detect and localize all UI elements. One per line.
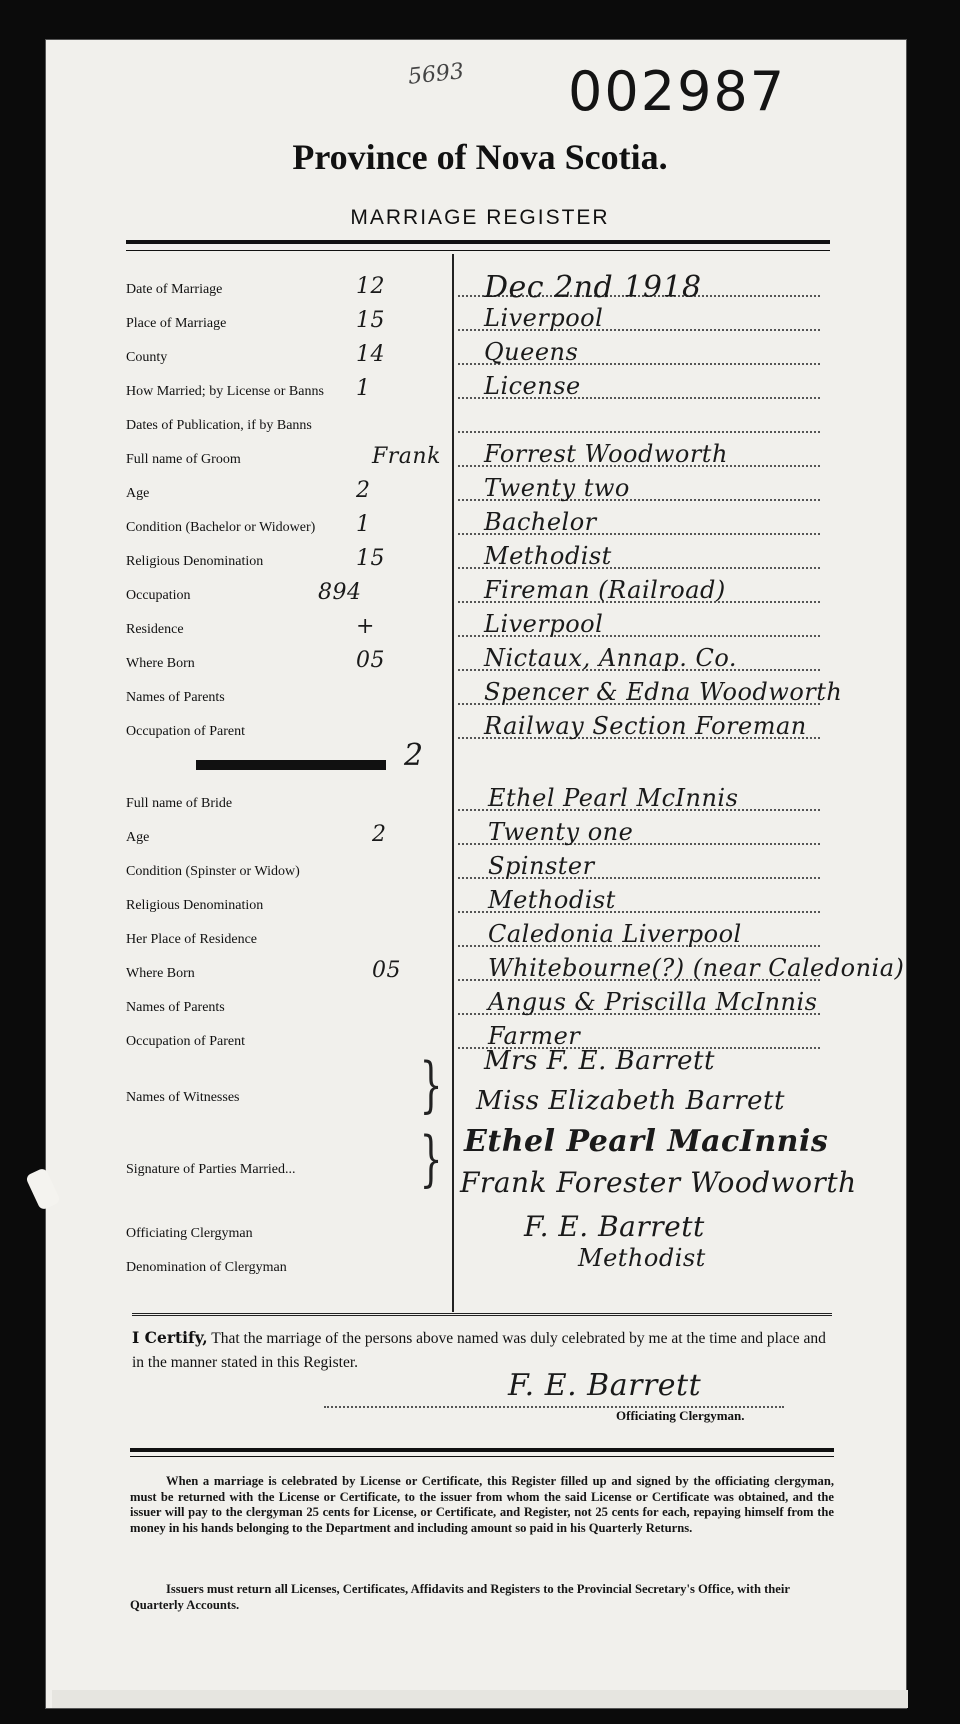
groom-label: Date of Marriage (126, 282, 223, 297)
bride-label: Religious Denomination (126, 898, 264, 913)
certify-statement (132, 1326, 832, 1375)
header-rule-thick (126, 240, 830, 244)
bride-value: Caledonia Liverpool (488, 920, 742, 948)
clergy-denomination: Methodist (578, 1244, 706, 1272)
groom-code: 12 (356, 274, 385, 299)
notice-rule-thin (130, 1456, 834, 1457)
groom-label: Full name of Groom (126, 452, 241, 467)
fill-line (458, 430, 820, 433)
groom-label: Residence (126, 622, 184, 637)
groom-label: Place of Marriage (126, 316, 227, 331)
groom-code: 1 (356, 376, 371, 401)
issuers-instructions: Issuers must return all Licenses, Certificates, Affidavits and Registers to the Provincial Secretary's Office, with their Quarterly Accounts. (130, 1582, 790, 1612)
bride-value: Angus & Priscilla McInnis (488, 988, 818, 1016)
certify-lead: I Certify, (132, 1328, 208, 1347)
bride-label: Condition (Spinster or Widow) (126, 864, 300, 879)
bride-section-bar (196, 760, 386, 770)
signatures-brace: } (419, 1124, 443, 1194)
groom-label: Condition (Bachelor or Widower) (126, 520, 316, 535)
groom-code: Frank (372, 444, 441, 469)
witnesses-label: Names of Witnesses (126, 1090, 240, 1105)
return-instructions: When a marriage is celebrated by License or Certificate, this Register filled up and signed by the officiating clergyman, must be returned with the License or Certificate, to the issuer from whom the said License or Certificate was obtained, and the issuer will pay to the clergyman 25 cents for License, or Certificate, and Register, not 25 cents for each, repaying himself from the money in his hands belonging to the Department and including amount so paid in his Quarterly Returns. (130, 1474, 834, 1535)
groom-label: Age (126, 486, 150, 501)
signatures-label: Signature of Parties Married... (126, 1162, 296, 1177)
bride-code: 2 (372, 822, 387, 847)
groom-value: Methodist (484, 542, 612, 570)
groom-code: 1 (356, 512, 371, 537)
signature-bride: Ethel Pearl MacInnis (464, 1124, 829, 1159)
groom-value: License (484, 372, 581, 400)
groom-label: How Married; by License or Banns (126, 384, 324, 399)
clergy-name: F. E. Barrett (524, 1210, 705, 1243)
groom-value: Twenty two (484, 474, 630, 502)
bride-code: 05 (372, 958, 401, 983)
registration-number: 002987 (568, 60, 787, 123)
groom-label: Dates of Publication, if by Banns (126, 418, 312, 433)
groom-code: 2 (356, 478, 371, 503)
groom-label: Religious Denomination (126, 554, 264, 569)
groom-code: 894 (318, 580, 362, 605)
witness-1: Mrs F. E. Barrett (484, 1046, 715, 1076)
groom-value: Railway Section Foreman (484, 712, 807, 740)
bride-label: Names of Parents (126, 1000, 225, 1015)
bride-value: Whitebourne(?) (near Caledonia) (488, 954, 905, 982)
bride-label: Full name of Bride (126, 796, 233, 811)
bride-value: Ethel Pearl McInnis (488, 784, 739, 812)
groom-code: 05 (356, 648, 385, 673)
certify-rule-top (132, 1313, 832, 1316)
header-rule-thin (126, 250, 830, 251)
groom-value: Spencer & Edna Woodworth (484, 678, 843, 706)
page-subtitle: MARRIAGE REGISTER (350, 206, 610, 229)
page-title: Province of Nova Scotia. (292, 137, 668, 177)
groom-value: Nictaux, Annap. Co. (484, 644, 738, 672)
groom-value: Queens (484, 338, 579, 366)
groom-value: Liverpool (484, 304, 604, 332)
bride-value: Twenty one (488, 818, 634, 846)
clergy-label: Officiating Clergyman (126, 1226, 253, 1241)
notice-rule-thick (130, 1448, 834, 1452)
certify-text: That the marriage of the persons above named was duly celebrated by me at the time and place and in the manner stated in this Register. (132, 1330, 826, 1371)
column-divider (452, 254, 454, 1312)
page-edge (52, 1690, 908, 1708)
groom-label: County (126, 350, 168, 365)
groom-value: Bachelor (484, 508, 597, 536)
bride-value: Farmer (488, 1022, 581, 1050)
witnesses-brace: } (419, 1050, 443, 1120)
bride-value: Methodist (488, 886, 616, 914)
clergy-denomination-label: Denomination of Clergyman (126, 1260, 287, 1275)
certify-caption: Officiating Clergyman. (616, 1408, 745, 1423)
groom-code: 15 (356, 546, 385, 571)
groom-value: Forrest Woodworth (484, 440, 728, 468)
bride-label: Age (126, 830, 150, 845)
bride-label: Where Born (126, 966, 195, 981)
groom-value: Liverpool (484, 610, 604, 638)
clergy-signature: F. E. Barrett (508, 1368, 702, 1403)
witness-2: Miss Elizabeth Barrett (476, 1086, 785, 1116)
groom-value: Fireman (Railroad) (484, 576, 726, 604)
groom-label: Occupation of Parent (126, 724, 245, 739)
file-number-small: 5693 (406, 59, 466, 90)
groom-label: Occupation (126, 588, 191, 603)
groom-code: + (356, 614, 375, 639)
groom-code: 15 (356, 308, 385, 333)
groom-label: Where Born (126, 656, 195, 671)
bride-label: Her Place of Residence (126, 932, 257, 947)
groom-code: 14 (356, 342, 385, 367)
bride-label: Occupation of Parent (126, 1034, 245, 1049)
bride-section-code: 2 (404, 738, 424, 773)
groom-value: Dec 2nd 1918 (484, 270, 702, 305)
groom-label: Names of Parents (126, 690, 225, 705)
signature-groom: Frank Forester Woodworth (460, 1166, 857, 1199)
bride-value: Spinster (488, 852, 595, 880)
